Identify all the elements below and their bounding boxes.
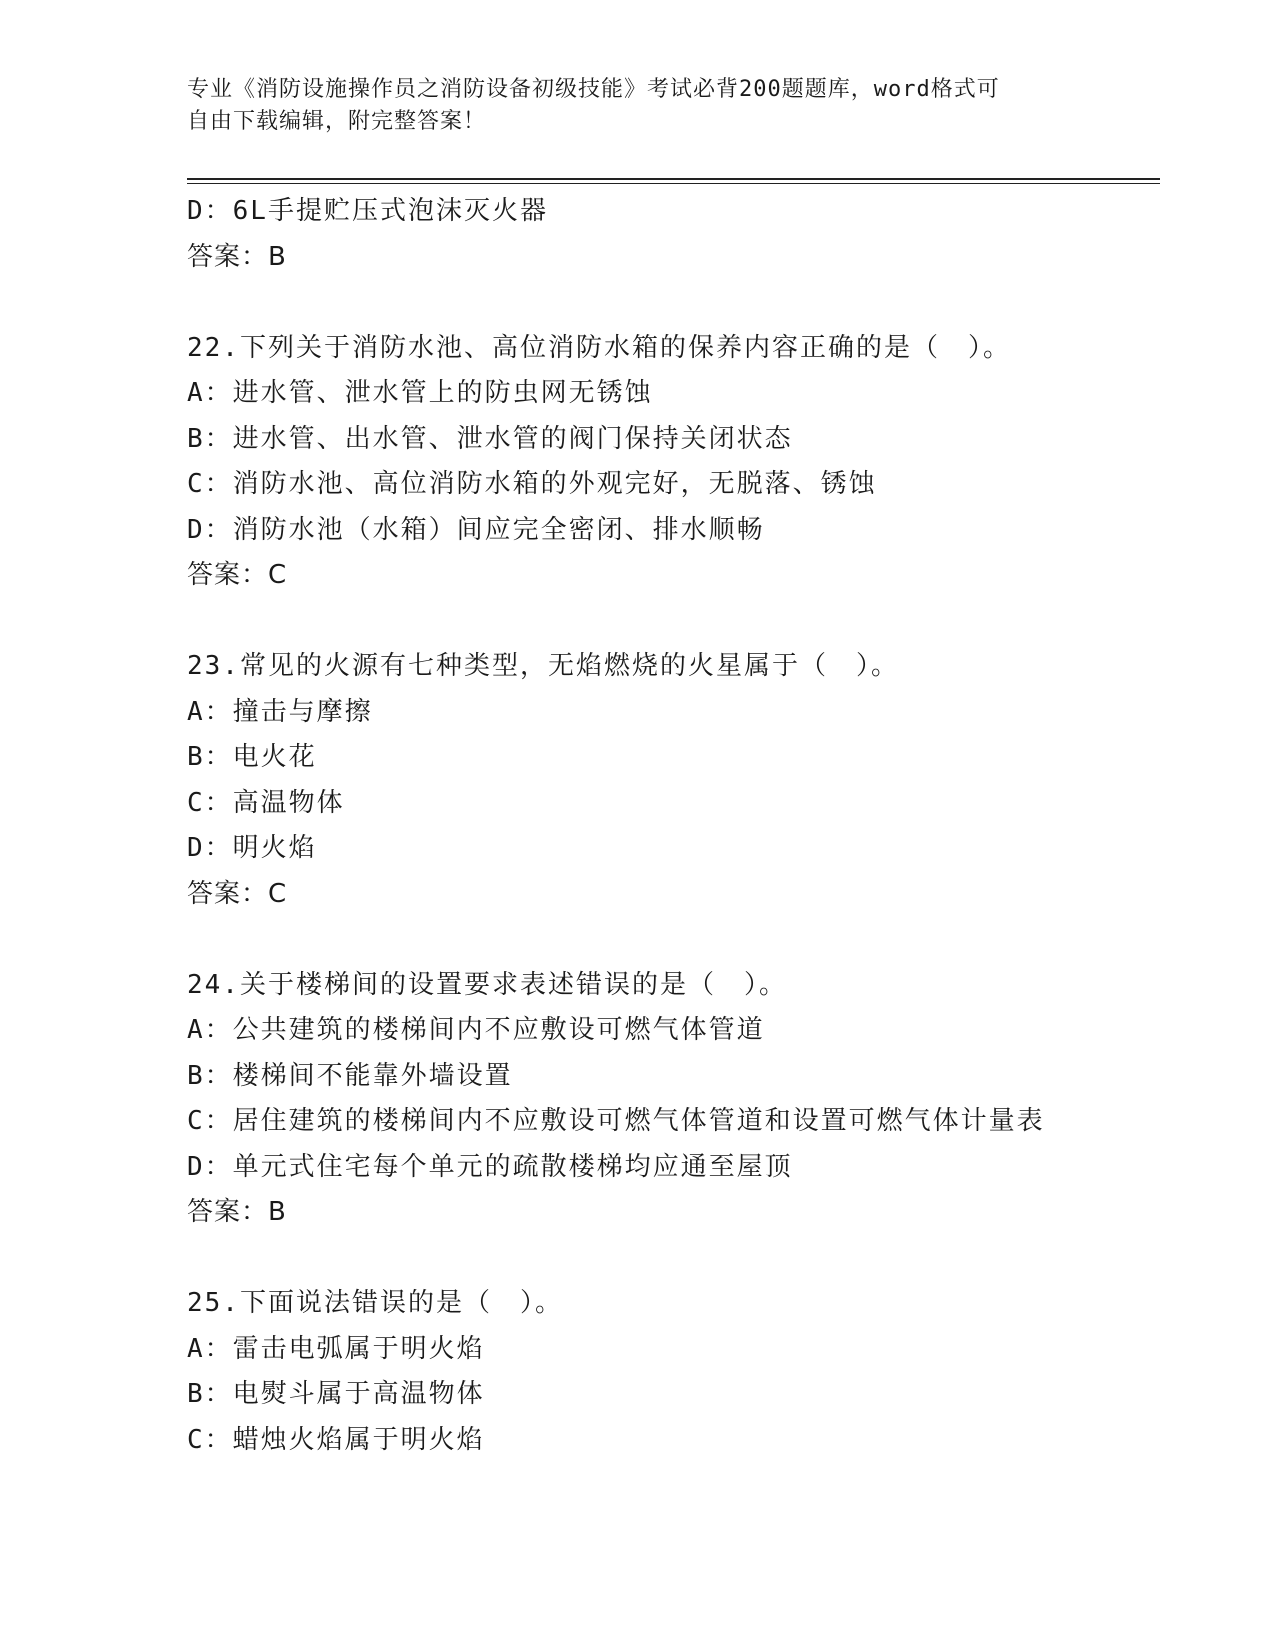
question-22-option-b: B：进水管、出水管、泄水管的阀门保持关闭状态 (187, 423, 793, 454)
question-24-option-a: A：公共建筑的楼梯间内不应敷设可燃气体管道 (187, 1015, 765, 1045)
question-25-option-b: B：电熨斗属于高温物体 (187, 1379, 485, 1409)
question-22-option-a: A：进水管、泄水管上的防虫网无锈蚀 (187, 378, 653, 408)
spacer (187, 917, 1160, 963)
carryover-answer: 答案：B (187, 241, 287, 272)
document-header (187, 74, 1087, 138)
question-list (187, 189, 1160, 1463)
question-24-option-c: C：居住建筑的楼梯间内不应敷设可燃气体管道和设置可燃气体计量表 (187, 1106, 1045, 1136)
question-23-option-a: A：撞击与摩擦 (187, 696, 373, 727)
question-22-stem: 22.下列关于消防水池、高位消防水箱的保养内容正确的是（ ）。 (187, 332, 1011, 363)
question-24-answer: 答案：B (187, 1197, 287, 1227)
question-23-option-c: C：高温物体 (187, 787, 345, 818)
question-24-option-d: D：单元式住宅每个单元的疏散楼梯均应通至屋顶 (187, 1151, 793, 1182)
question-22-answer: 答案：C (187, 560, 288, 590)
question-24-stem: 24.关于楼梯间的设置要求表述错误的是（ ）。 (187, 969, 787, 1000)
question-24-option-b: B：楼梯间不能靠外墙设置 (187, 1060, 513, 1091)
question-22-option-c: C：消防水池、高位消防水箱的外观完好，无脱落、锈蚀 (187, 469, 877, 499)
carryover-option-d: D：6L手提贮压式泡沫灭火器 (187, 196, 548, 226)
header-divider-thin (187, 183, 1160, 184)
spacer (187, 280, 1160, 326)
question-25-option-a: A：雷击电弧属于明火焰 (187, 1333, 485, 1364)
spacer (187, 1236, 1160, 1282)
header-divider-thick (187, 178, 1160, 180)
spacer (187, 599, 1160, 645)
question-22-option-d: D：消防水池（水箱）间应完全密闭、排水顺畅 (187, 514, 765, 545)
question-23-option-b: B：电火花 (187, 742, 317, 772)
question-23-answer: 答案：C (187, 878, 288, 909)
header-title-line-1: 专业《消防设施操作员之消防设备初级技能》考试必背200题题库，word格式可 (187, 77, 1000, 102)
question-25-option-c: C：蜡烛火焰属于明火焰 (187, 1424, 485, 1455)
question-23-option-d: D：明火焰 (187, 833, 317, 863)
question-23-stem: 23.常见的火源有七种类型，无焰燃烧的火星属于（ ）。 (187, 651, 899, 681)
question-25-stem: 25.下面说法错误的是（ ）。 (187, 1288, 563, 1318)
header-title-line-2: 自由下载编辑，附完整答案！ (187, 109, 487, 134)
